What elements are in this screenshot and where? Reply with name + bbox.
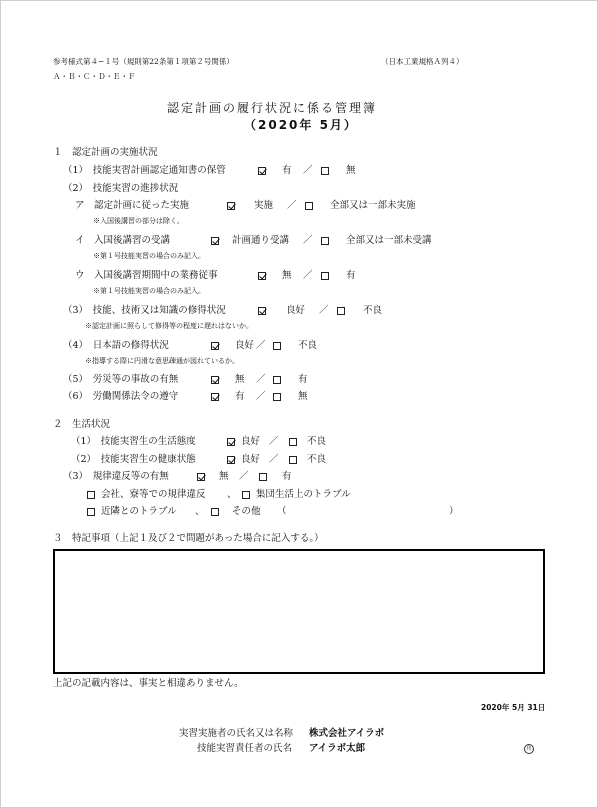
checkbox-neighbor-trouble[interactable]	[87, 508, 95, 516]
separator: ／	[269, 454, 279, 465]
item-post-entry-training: イ 入国後講習の受講	[75, 235, 171, 246]
checkbox-violation-none[interactable]	[197, 473, 205, 481]
option-label: 不良	[298, 340, 318, 351]
option-label: 無	[282, 270, 292, 281]
checkbox-japanese-poor[interactable]	[273, 342, 281, 350]
checkbox-japanese-good[interactable]	[211, 342, 219, 350]
option-label: 有	[235, 391, 245, 402]
checkbox-skill-poor[interactable]	[337, 307, 345, 315]
declaration: 上記の記載内容は、事実と相違ありません。	[53, 678, 244, 689]
option-label: 不良	[307, 436, 327, 447]
checkbox-other[interactable]	[211, 508, 219, 516]
note: ※入国後講習の部分は除く。	[93, 217, 184, 225]
separator: ／	[239, 471, 249, 482]
option-label: 無	[235, 374, 245, 385]
separator: ／	[269, 436, 279, 447]
seal-mark: 印	[524, 744, 534, 754]
paper-standard: （日本工業規格Ａ列４）	[381, 57, 464, 66]
checkbox-plan-implemented[interactable]	[227, 202, 235, 210]
option-label: 良好	[235, 340, 255, 351]
option-label: 会社、寮等での規律違反	[101, 489, 206, 500]
checkbox-certificate-no[interactable]	[321, 167, 329, 175]
option-label: 良好	[241, 436, 261, 447]
item-living-attitude: （1） 技能実習生の生活態度	[71, 436, 196, 447]
separator: ／	[319, 305, 329, 316]
option-label: 無	[298, 391, 308, 402]
note: ※第１号技能実習の場合のみ記入。	[93, 252, 205, 260]
note: ※第１号技能実習の場合のみ記入。	[93, 287, 205, 295]
checkbox-violation-yes[interactable]	[259, 473, 267, 481]
item-health: （2） 技能実習生の健康状態	[71, 454, 196, 465]
person-label: 技能実習責任者の氏名	[197, 743, 293, 754]
checkbox-work-none[interactable]	[258, 272, 266, 280]
checkbox-group-trouble[interactable]	[242, 491, 250, 499]
checkbox-accidents-yes[interactable]	[273, 376, 281, 384]
document-date: 2020年 5月 31日	[481, 703, 546, 712]
option-label: 不良	[363, 305, 383, 316]
option-label: 全部又は一部未受講	[346, 235, 432, 246]
checkbox-training-not-taken[interactable]	[321, 237, 329, 245]
item-progress: （2） 技能実習の進捗状況	[63, 183, 179, 194]
checkbox-labor-law-no[interactable]	[273, 393, 281, 401]
separator: 、	[195, 506, 205, 517]
option-label: 有	[282, 165, 292, 176]
separator: ／	[303, 165, 313, 176]
note: ※認定計画に照らして修得等の程度に遅れはないか。	[85, 322, 253, 330]
option-label: 計画通り受講	[232, 235, 290, 246]
note: ※指導する際に円滑な意思疎通が図れているか。	[85, 357, 239, 365]
option-label: 良好	[286, 305, 306, 316]
option-label: 有	[282, 471, 292, 482]
item-rule-violation: （3） 規律違反等の有無	[63, 471, 169, 482]
separator: 、	[227, 489, 237, 500]
item-plan-implementation: ア 認定計画に従った実施	[75, 200, 190, 211]
checkbox-workplace-violation[interactable]	[87, 491, 95, 499]
item-labor-law: （6） 労働関係法令の遵守	[63, 391, 179, 402]
separator: ／	[256, 340, 266, 351]
item-skill-acquisition: （3） 技能、技術又は知識の修得状況	[63, 305, 226, 316]
checkbox-training-as-planned[interactable]	[211, 237, 219, 245]
option-label: 近隣とのトラブル	[101, 506, 177, 517]
separator: ／	[303, 270, 313, 281]
checkbox-accidents-none[interactable]	[211, 376, 219, 384]
document-title: 認定計画の履行状況に係る管理簿	[167, 101, 378, 115]
item-accidents: （5） 労災等の事故の有無	[63, 374, 179, 385]
separator: ／	[256, 391, 266, 402]
option-label: その他	[232, 506, 261, 517]
form-variants: Ａ・Ｂ・Ｃ・Ｄ・Ｅ・Ｆ	[53, 72, 136, 81]
checkbox-attitude-poor[interactable]	[289, 438, 297, 446]
option-label: 無	[346, 165, 356, 176]
separator: ／	[256, 374, 266, 385]
checkbox-health-poor[interactable]	[289, 456, 297, 464]
option-label: 有	[298, 374, 308, 385]
section3-heading: ３ 特記事項（上記１及び２で問題があった場合に記入する。）	[53, 533, 324, 544]
option-label: 集団生活上のトラブル	[256, 489, 351, 500]
document-period: （2020年 5月）	[244, 118, 358, 132]
checkbox-attitude-good[interactable]	[227, 438, 235, 446]
special-remarks-box[interactable]	[53, 549, 545, 674]
checkbox-skill-good[interactable]	[258, 307, 266, 315]
checkbox-plan-not-implemented[interactable]	[305, 202, 313, 210]
checkbox-health-good[interactable]	[227, 456, 235, 464]
checkbox-labor-law-yes[interactable]	[211, 393, 219, 401]
option-label: 実施	[254, 200, 274, 211]
other-paren-close: ）	[449, 506, 459, 517]
option-label: 不良	[307, 454, 327, 465]
form-reference: 参考様式第４−１号（規則第22条第１項第２号関係）	[53, 57, 234, 66]
person-name: アイラボ太郎	[309, 743, 366, 754]
checkbox-certificate-yes[interactable]	[258, 167, 266, 175]
item-japanese-acquisition: （4） 日本語の修得状況	[63, 340, 169, 351]
separator: ／	[303, 235, 313, 246]
separator: ／	[287, 200, 297, 211]
company-label: 実習実施者の氏名又は名称	[179, 728, 294, 739]
option-label: 全部又は一部未実施	[330, 200, 416, 211]
option-label: 有	[346, 270, 356, 281]
item-work-during-training: ウ 入国後講習期間中の業務従事	[75, 270, 218, 281]
section1-heading: １ 認定計画の実施状況	[53, 147, 158, 158]
option-label: 良好	[241, 454, 261, 465]
section2-heading: ２ 生活状況	[53, 419, 111, 430]
company-name: 株式会社アイラボ	[309, 728, 385, 739]
checkbox-work-yes[interactable]	[321, 272, 329, 280]
item-certificate-storage: （1） 技能実習計画認定通知書の保管	[63, 165, 226, 176]
option-label: 無	[219, 471, 229, 482]
other-paren-open: （	[277, 506, 287, 517]
